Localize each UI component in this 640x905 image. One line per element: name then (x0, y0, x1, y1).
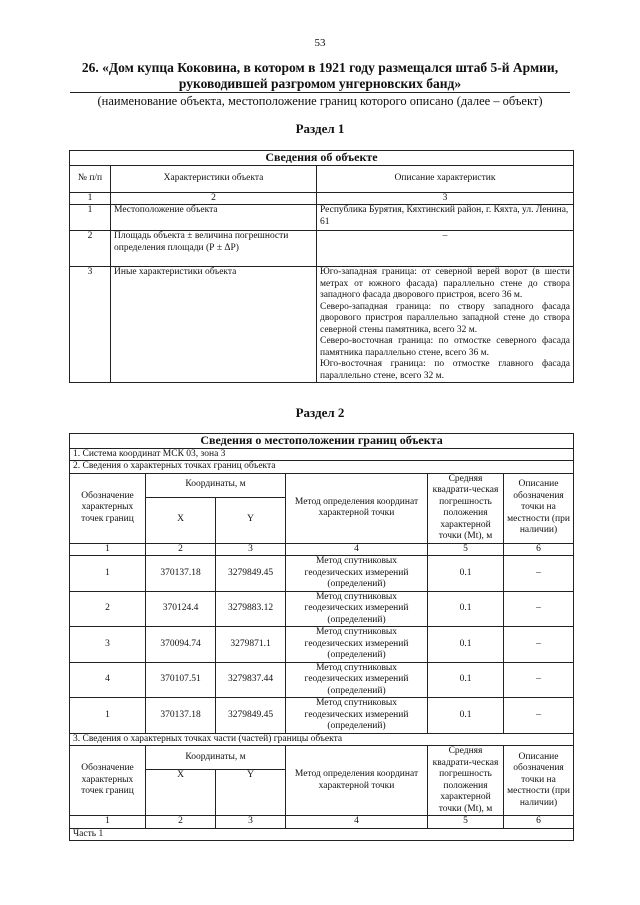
document-title: 26. «Дом купца Коковина, в котором в 1921 году размещался штаб 5-й Армии, руководившей разгромом унгерновских банд» (81, 60, 559, 91)
point-x: 370094.74 (146, 627, 216, 663)
point-x: 370137.18 (146, 556, 216, 592)
col-header-x: X (146, 770, 216, 816)
table-row (70, 231, 574, 267)
col-header-point: Обозначение характерных точек границ (70, 473, 146, 543)
col-header-error: Средняя квадрати-ческая погрешность положения характерной точки (Mt), м (428, 473, 504, 543)
point-marker: – (504, 627, 574, 663)
col-header-num: № п/п (70, 165, 111, 192)
index-cell: 3 (216, 816, 286, 829)
index-cell: 2 (146, 543, 216, 556)
point-y: 3279871.1 (216, 627, 286, 663)
col-header-method: Метод определения координат характерной точки (286, 746, 428, 816)
table-row (70, 205, 574, 231)
index-cell: 4 (286, 543, 428, 556)
index-cell: 6 (504, 543, 574, 556)
point-y: 3279883.12 (216, 591, 286, 627)
index-cell: 6 (504, 816, 574, 829)
index-cell: 1 (70, 543, 146, 556)
col-header-description: Описание характеристик (317, 165, 574, 192)
row-number: 1 (70, 205, 111, 231)
col-header-x: X (146, 497, 216, 543)
characteristic-value: Юго-западная граница: от северной верей ворот (в шести метрах от южного фасада) параллельно стене до створа западного фасада дворового пристроя, всего 36 м. Северо-западная граница: по створу западного фасада дворового пристроя параллельно западной стене до створа северной стены памятника, всего 32 м. Северо-восточная граница: по отмостке северного фасада памятника параллельно стене, всего 36 м. Юго-восточная граница: по отмостке главного фасада параллельно стене, всего 32 м. (317, 267, 574, 383)
col-header-coordinates: Координаты, м (146, 473, 286, 497)
characteristic-value: Республика Бурятия, Кяхтинский район, г. Кяхта, ул. Ленина, 61 (317, 205, 574, 231)
table-row (70, 556, 574, 592)
point-error: 0.1 (428, 698, 504, 734)
index-cell: 1 (70, 192, 111, 205)
point-x: 370137.18 (146, 698, 216, 734)
characteristic-name: Местоположение объекта (111, 205, 317, 231)
part-section-header: 3. Сведения о характерных точках части (частей) границы объекта (70, 733, 574, 746)
boundary-table (69, 433, 574, 841)
index-cell: 3 (216, 543, 286, 556)
point-id: 4 (70, 662, 146, 698)
index-cell: 2 (146, 816, 216, 829)
point-marker: – (504, 698, 574, 734)
object-info-table (69, 150, 574, 383)
part-label: Часть 1 (70, 828, 574, 841)
index-cell: 1 (70, 816, 146, 829)
point-id: 3 (70, 627, 146, 663)
characteristic-value: – (317, 231, 574, 267)
table-row (70, 698, 574, 734)
point-marker: – (504, 556, 574, 592)
col-header-point: Обозначение характерных точек границ (70, 746, 146, 816)
table-row (70, 267, 574, 383)
point-marker: – (504, 591, 574, 627)
row-number: 2 (70, 231, 111, 267)
object-info-title: Сведения об объекте (70, 151, 574, 166)
col-header-marker: Описание обозначения точки на местности (при наличии) (504, 746, 574, 816)
col-header-coordinates: Координаты, м (146, 746, 286, 770)
point-id: 1 (70, 698, 146, 734)
point-error: 0.1 (428, 591, 504, 627)
index-cell: 5 (428, 543, 504, 556)
point-y: 3279849.45 (216, 556, 286, 592)
table-row (70, 591, 574, 627)
title-underline (70, 92, 570, 93)
point-error: 0.1 (428, 556, 504, 592)
index-cell: 4 (286, 816, 428, 829)
col-header-error: Средняя квадрати-ческая погрешность положения характерной точки (Mt), м (428, 746, 504, 816)
col-header-y: Y (216, 770, 286, 816)
points-section-header: 2. Сведения о характерных точках границ объекта (70, 461, 574, 474)
point-x: 370124.4 (146, 591, 216, 627)
point-y: 3279849.45 (216, 698, 286, 734)
row-number: 3 (70, 267, 111, 383)
characteristic-name: Площадь объекта ± величина погрешности определения площади (Р ± ΔР) (111, 231, 317, 267)
page-number: 53 (314, 37, 326, 49)
col-header-marker: Описание обозначения точки на местности (при наличии) (504, 473, 574, 543)
index-cell: 5 (428, 816, 504, 829)
point-method: Метод спутниковых геодезических измерений (определений) (286, 556, 428, 592)
point-method: Метод спутниковых геодезических измерений (определений) (286, 627, 428, 663)
coordinate-system: 1. Система координат МСК 03, зона 3 (70, 448, 574, 461)
index-cell: 2 (111, 192, 317, 205)
table-row (70, 627, 574, 663)
boundary-title: Сведения о местоположении границ объекта (70, 434, 574, 449)
point-id: 1 (70, 556, 146, 592)
col-header-characteristic: Характеристики объекта (111, 165, 317, 192)
index-cell: 3 (317, 192, 574, 205)
col-header-method: Метод определения координат характерной точки (286, 473, 428, 543)
table-row (70, 662, 574, 698)
point-x: 370107.51 (146, 662, 216, 698)
point-error: 0.1 (428, 662, 504, 698)
point-y: 3279837.44 (216, 662, 286, 698)
document-subtitle: (наименование объекта, местоположение границ которого описано (далее – объект) (97, 94, 543, 108)
point-error: 0.1 (428, 627, 504, 663)
point-method: Метод спутниковых геодезических измерений (определений) (286, 662, 428, 698)
section2-heading: Раздел 2 (295, 405, 345, 420)
point-id: 2 (70, 591, 146, 627)
point-method: Метод спутниковых геодезических измерений (определений) (286, 591, 428, 627)
section1-heading: Раздел 1 (295, 121, 345, 136)
point-method: Метод спутниковых геодезических измерений (определений) (286, 698, 428, 734)
col-header-y: Y (216, 497, 286, 543)
characteristic-name: Иные характеристики объекта (111, 267, 317, 383)
point-marker: – (504, 662, 574, 698)
